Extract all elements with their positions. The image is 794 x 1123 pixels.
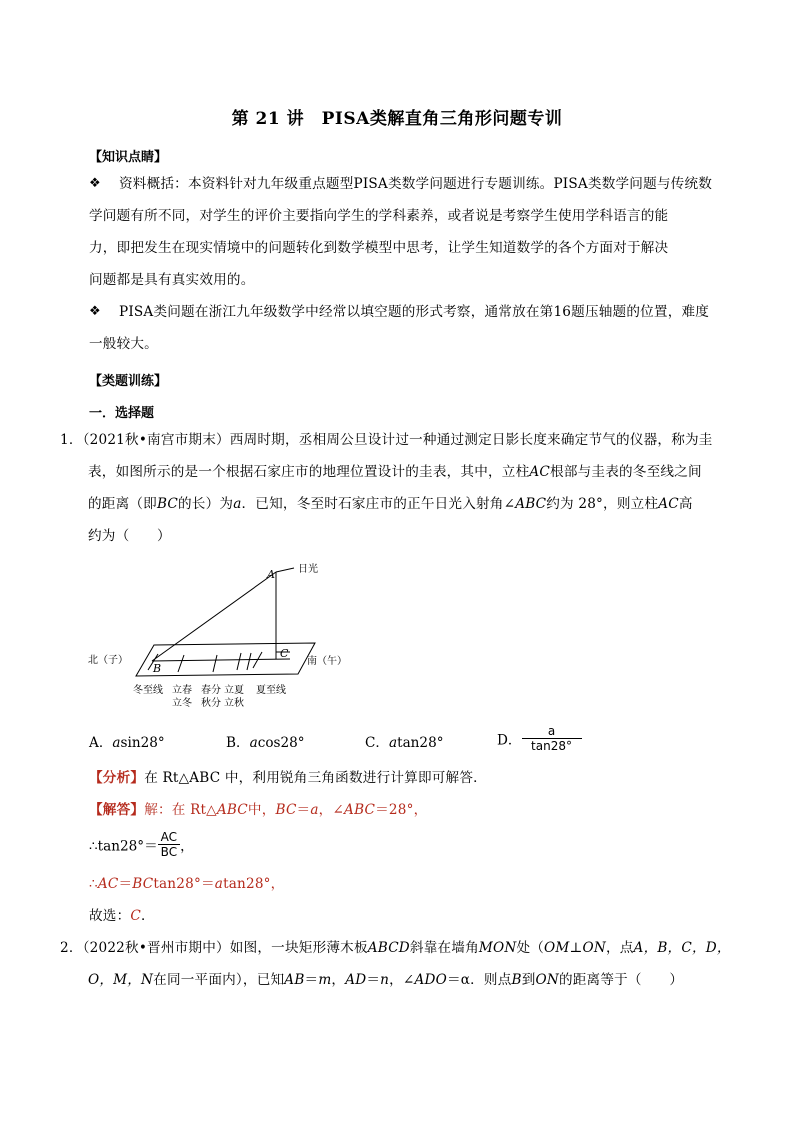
sunlight-ray (152, 572, 276, 661)
option-a[interactable]: A．asin28° (89, 735, 165, 751)
label-lidong: 立冬 (172, 698, 192, 709)
label-chunfen: 春分 (201, 685, 221, 696)
step-2-line: ∴AC＝BCtan28°＝atan28°， (89, 876, 285, 892)
label-xiazhi: 夏至线 (256, 685, 286, 696)
text-line: 表，如图所示的是一个根据石家庄市的地理位置设计的圭表，其中，立柱AC根部与圭表的冬至线之间 (88, 464, 702, 480)
section-training: 【类题训练】 (89, 374, 168, 389)
bullet-paragraph-2 (89, 296, 729, 360)
shadow-line (152, 659, 290, 661)
step-block (89, 868, 739, 932)
label-dongzhi: 冬至线 (133, 685, 163, 696)
tick-lixia (237, 653, 241, 670)
option-b[interactable]: B．acos28° (226, 735, 305, 751)
text-line: 资料概括：本资料针对九年级重点题型PISA类数学问题进行专题训练。PISA类数学问题与传统数 (119, 176, 713, 192)
label-B: B (153, 662, 162, 675)
text-line: PISA类问题在浙江九年级数学中经常以填空题的形式考察，通常放在第16题压轴题的位置，难度 (119, 304, 710, 320)
text-line: 1．（2021秋•南宫市期末）西周时期，丞相周公旦设计过一种通过测定日影长度来确定节气的仪器，称为圭 (60, 432, 713, 448)
text-line: 问题都是具有真实效用的。 (89, 272, 255, 288)
label-C: C (280, 647, 289, 660)
label-south: 南（午） (307, 656, 347, 667)
page-title: 第 21 讲 PISA类解直角三角形问题专训 (231, 109, 563, 129)
tick-chunfen (213, 655, 217, 672)
tick-liqiu (247, 653, 251, 670)
label-lixia: 立夏 (224, 685, 244, 696)
label-A: A (267, 568, 275, 581)
step-1-line: ∴tan28°＝ $\frac{AC}{BC}$ ， (89, 830, 194, 859)
section-choice: 一．选择题 (89, 406, 155, 421)
answer-line: 【解答】解：在 Rt△ABC中，BC＝a，∠ABC＝28°， (89, 802, 428, 818)
label-north: 北（子） (88, 655, 128, 666)
bullet-paragraph-1 (89, 168, 729, 296)
text-line: 2．（2022秋•晋州市期中）如图，一块矩形薄木板ABCD斜靠在墙角MON处（OM⊥ON，点A，B，C，D， (60, 940, 731, 956)
text-line: 力，即把发生在现实情境中的问题转化到数学模型中思考，让学生知道数学的各个方面对于解决 (89, 240, 669, 256)
analysis-line: 【分析】在 Rt△ABC 中，利用锐角三角函数进行计算即可解答． (89, 770, 487, 786)
solution-block (89, 762, 739, 826)
label-qiufen: 秋分 (201, 698, 221, 709)
text-line: O，M，N在同一平面内），已知AB＝m，AD＝n，∠ADO＝α．则点B到ON的距离等于（ ） (88, 972, 684, 988)
label-sun: 日光 (298, 564, 318, 575)
label-lichun: 立春 (172, 685, 192, 696)
question-1 (60, 424, 740, 552)
question-2 (60, 932, 750, 996)
text-line: 一般较大。 (89, 336, 158, 352)
option-d[interactable]: D． $\frac{a}{\tan 28^\circ}$ (497, 724, 582, 753)
label-liqiu: 立秋 (224, 698, 244, 709)
diamond-bullet-icon: ❖ (89, 176, 101, 191)
sunlight-pointer (276, 568, 294, 572)
text-line: 的距离（即BC的长）为a．已知，冬至时石家庄市的正午日光入射角∠ABC约为 28°，则立柱AC高 (88, 496, 693, 512)
tick-lichun (178, 655, 184, 672)
final-answer-line: 故选：C． (89, 908, 155, 924)
section-knowledge: 【知识点睛】 (89, 150, 168, 165)
option-c[interactable]: C．atan28° (365, 735, 444, 751)
text-line: 学问题有所不同，对学生的评价主要指向学生的学科素养，或者说是考察学生使用学科语言的能 (89, 208, 669, 224)
text-line: 约为（ ） (88, 528, 171, 544)
gnomon-diagram (88, 562, 460, 712)
diamond-bullet-icon: ❖ (89, 304, 101, 319)
